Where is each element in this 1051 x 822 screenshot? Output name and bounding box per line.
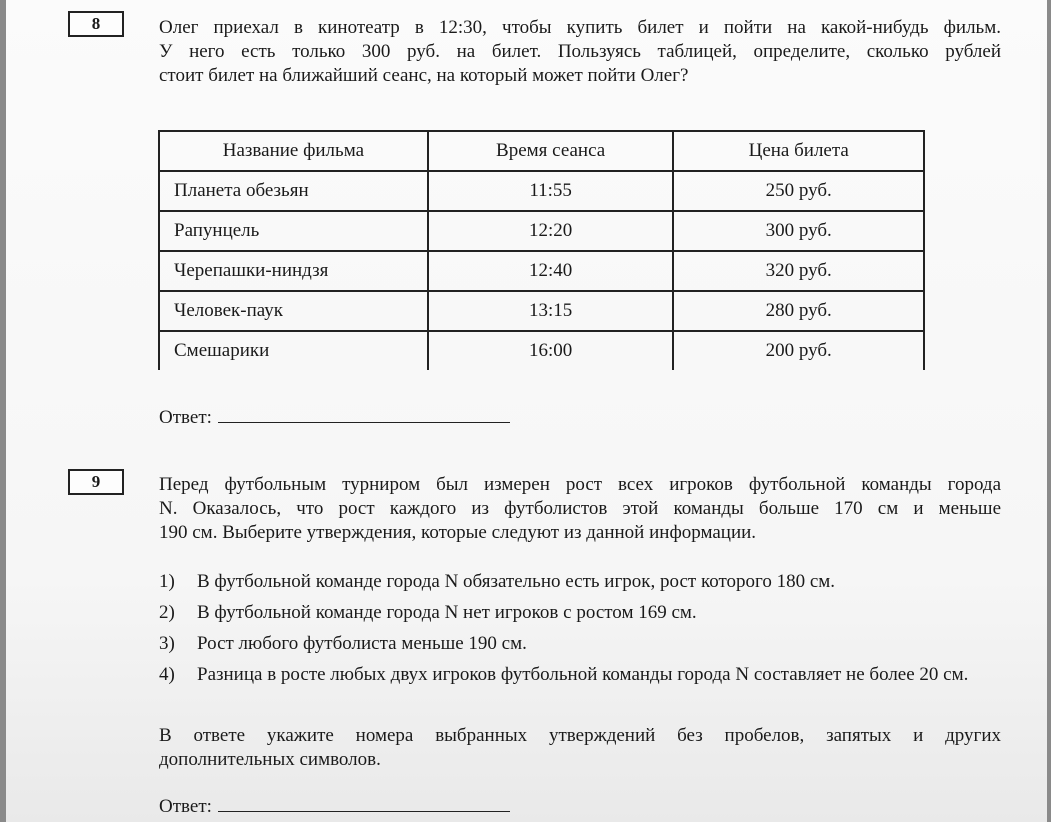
task-8-line-2: У него есть только 300 руб. на билет. Пользуясь таблицей, определите, сколько рублей [159,41,1001,62]
cell-time: 13:15 [428,291,674,331]
list-item [159,570,1001,594]
header-ticket-price: Цена билета [673,131,924,171]
task-8-number-box: 8 [68,11,124,37]
worksheet-page [6,0,1047,822]
option-text: В футбольной команде города N нет игроков с ростом 169 см. [197,602,697,623]
list-item [159,632,1001,656]
option-number: 3) [159,633,175,654]
option-number: 4) [159,664,175,685]
answer-label: Ответ: [159,796,212,817]
table-row [159,171,924,211]
cell-film: Рапунцель [159,211,428,251]
list-item [159,601,1001,625]
cell-price: 300 руб. [673,211,924,251]
table-row [159,291,924,331]
instruction-line-1: В ответе укажите номера выбранных утверждений без пробелов, запятых и других [159,725,1001,746]
cell-price: 200 руб. [673,331,924,370]
table-row [159,331,924,370]
cell-time: 11:55 [428,171,674,211]
header-film-name: Название фильма [159,131,428,171]
cell-film: Человек-паук [159,291,428,331]
option-number: 1) [159,571,175,592]
task-9-number-box: 9 [68,469,124,495]
option-text: Рост любого футболиста меньше 190 см. [197,633,527,654]
table-header-row [159,131,924,171]
instruction-line-2: дополнительных символов. [159,749,381,770]
task-9-answer [159,795,510,819]
task-9-line-3: 190 см. Выберите утверждения, которые следуют из данной информации. [159,522,757,543]
task-8-answer [159,406,510,430]
cell-price: 250 руб. [673,171,924,211]
cell-film: Смешарики [159,331,428,370]
list-item [159,663,1001,687]
table-row [159,251,924,291]
task-9-line-2: N. Оказалось, что рост каждого из футболистов этой команды больше 170 см и меньше [159,498,1001,519]
cell-time: 12:40 [428,251,674,291]
task-8-text [159,16,1001,88]
cell-film: Черепашки-ниндзя [159,251,428,291]
answer-blank-line [218,795,510,812]
task-9-instruction [159,724,1001,772]
answer-label: Ответ: [159,407,212,428]
cell-film: Планета обезьян [159,171,428,211]
option-text: Разница в росте любых двух игроков футбольной команды города N составляет не более 20 см. [197,664,969,685]
header-session-time: Время сеанса [428,131,674,171]
answer-blank-line [218,406,510,423]
films-table [158,130,925,370]
option-number: 2) [159,602,175,623]
cell-time: 12:20 [428,211,674,251]
task-8-line-1: Олег приехал в кинотеатр в 12:30, чтобы купить билет и пойти на какой-нибудь фильм. [159,17,1001,38]
cell-price: 320 руб. [673,251,924,291]
cell-time: 16:00 [428,331,674,370]
cell-price: 280 руб. [673,291,924,331]
task-9-line-1: Перед футбольным турниром был измерен рост всех игроков футбольной команды города [159,474,1001,495]
table-row [159,211,924,251]
task-8-line-3: стоит билет на ближайший сеанс, на который может пойти Олег? [159,65,689,86]
option-text: В футбольной команде города N обязательно есть игрок, рост которого 180 см. [197,571,836,592]
task-9-text [159,473,1001,545]
task-9-options [159,570,1001,694]
